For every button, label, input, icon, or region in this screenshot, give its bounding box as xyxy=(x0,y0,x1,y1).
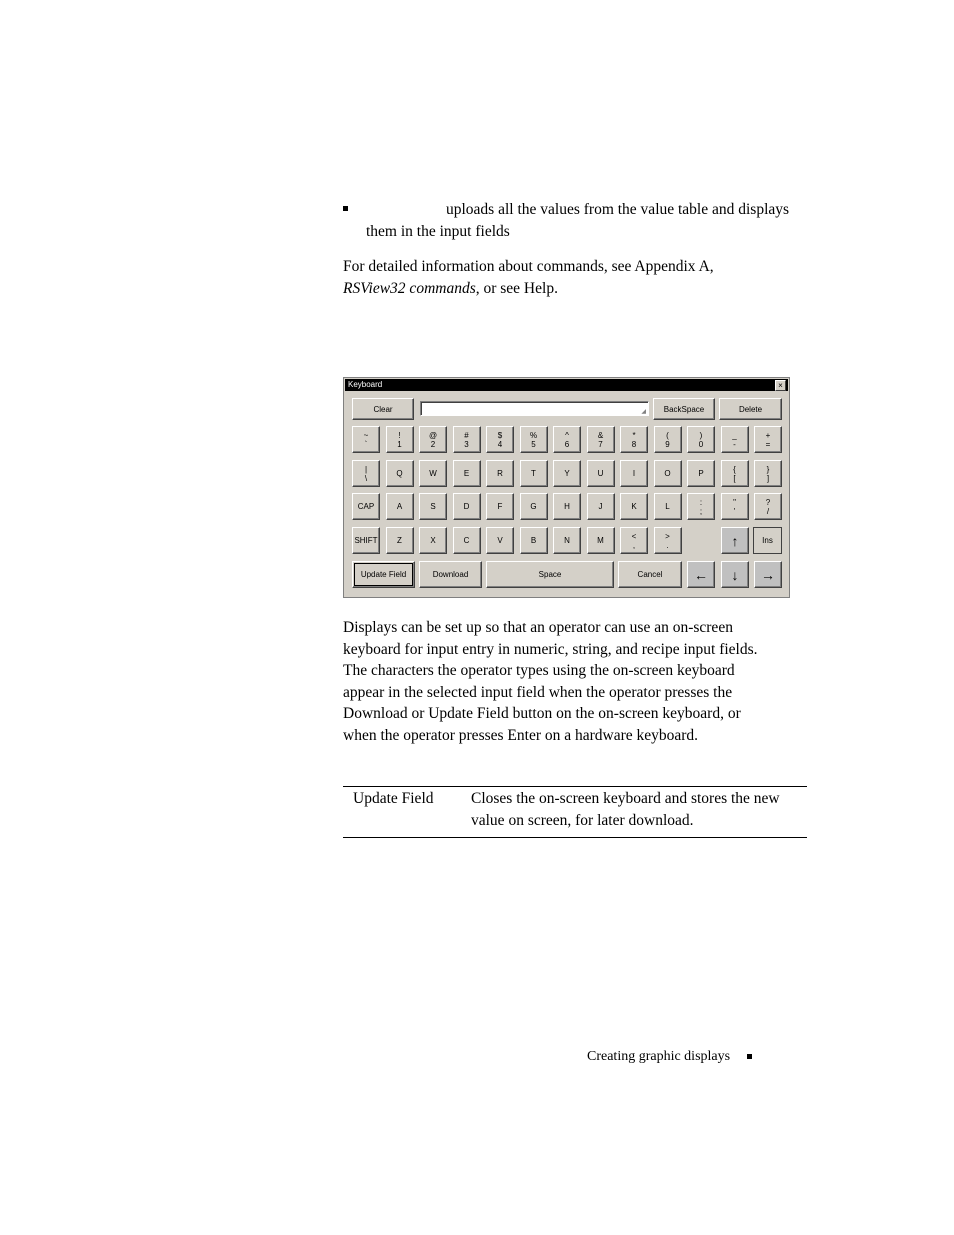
body-line: appear in the selected input field when the operator presses the xyxy=(343,683,733,701)
key-label: P xyxy=(698,469,704,478)
key-label: 4 xyxy=(497,439,503,449)
key-label: R xyxy=(497,469,503,478)
update-field-button[interactable] xyxy=(352,561,415,588)
key[interactable] xyxy=(587,493,615,520)
key[interactable] xyxy=(587,460,615,487)
right-arrow-button[interactable] xyxy=(754,561,782,588)
clear-label: Clear xyxy=(373,404,393,414)
key[interactable] xyxy=(553,426,581,453)
cancel-button[interactable] xyxy=(618,561,682,588)
key-label: E xyxy=(463,469,470,478)
key-shift-label: { xyxy=(733,464,736,474)
key-label: 2 xyxy=(430,439,436,449)
space-label: Space xyxy=(538,570,562,579)
key-shift-label: : xyxy=(699,497,703,507)
ins-button[interactable] xyxy=(753,527,782,554)
key-shift-label: * xyxy=(632,430,636,440)
key-shift-label: ~ xyxy=(363,430,369,440)
key[interactable] xyxy=(386,493,414,520)
key[interactable] xyxy=(754,460,782,487)
key[interactable] xyxy=(553,493,581,520)
intro-text2: , or see Help. xyxy=(475,279,558,297)
key-shift-label: | xyxy=(364,464,368,474)
key-shift-label: > xyxy=(665,531,670,541)
key-label: 8 xyxy=(631,439,637,449)
key-shift-label: $ xyxy=(497,430,503,440)
table-desc-line: Closes the on-screen keyboard and stores the new xyxy=(471,790,780,807)
backspace-label: BackSpace xyxy=(663,404,705,414)
key[interactable] xyxy=(520,426,548,453)
download-button[interactable] xyxy=(419,561,482,588)
key-shift-label: } xyxy=(766,464,770,474)
key[interactable] xyxy=(419,493,447,520)
key[interactable] xyxy=(687,493,715,520)
key-label: ; xyxy=(699,506,703,516)
body-line: Download or Update Field button on the on-screen keyboard, or xyxy=(343,705,741,723)
key-label: - xyxy=(733,439,736,449)
key[interactable] xyxy=(419,426,447,453)
key-shift-label: ? xyxy=(765,497,771,507)
key[interactable] xyxy=(654,426,682,453)
body-paragraph xyxy=(343,617,813,747)
key-shift-label: & xyxy=(597,430,604,440)
key-label: [ xyxy=(733,473,736,483)
key[interactable] xyxy=(620,460,648,487)
resize-grip-icon: ◢ xyxy=(641,409,646,415)
key[interactable] xyxy=(486,460,514,487)
key[interactable] xyxy=(587,426,615,453)
up-arrow-icon: ↑ xyxy=(731,532,739,549)
delete-button[interactable] xyxy=(719,398,782,420)
key[interactable] xyxy=(520,460,548,487)
table-top-rule xyxy=(343,786,807,787)
key-label: F xyxy=(497,502,503,511)
key[interactable] xyxy=(352,527,380,554)
key[interactable] xyxy=(419,527,447,554)
key[interactable] xyxy=(520,493,548,520)
body-line: The characters the operator types using the on-screen keyboard xyxy=(343,662,735,680)
close-icon[interactable]: × xyxy=(775,380,786,391)
key-label: SHIFT xyxy=(354,536,378,545)
key-label: 1 xyxy=(397,439,402,449)
update-field-label: Update Field xyxy=(360,570,407,579)
key-shift-label: # xyxy=(464,430,469,440)
key[interactable] xyxy=(687,460,715,487)
key[interactable] xyxy=(486,527,514,554)
key[interactable] xyxy=(453,527,481,554)
key[interactable] xyxy=(620,527,648,554)
key-label: 6 xyxy=(564,439,570,449)
body-line: when the operator presses Enter on a hardware keyboard. xyxy=(343,726,699,744)
delete-label: Delete xyxy=(738,404,763,414)
left-arrow-icon: ← xyxy=(694,566,708,583)
key-shift-label: @ xyxy=(428,430,438,440)
key-label: ] xyxy=(766,473,770,483)
key[interactable] xyxy=(453,493,481,520)
key-label: X xyxy=(430,536,436,545)
key-label: , xyxy=(632,540,636,550)
key[interactable] xyxy=(620,493,648,520)
key-label: V xyxy=(497,536,503,545)
key-label: ` xyxy=(364,439,368,449)
key-label: I xyxy=(632,469,636,478)
bullet-marker xyxy=(343,206,348,211)
key-label: A xyxy=(396,502,403,511)
ins-label: Ins xyxy=(762,536,773,545)
key[interactable] xyxy=(352,493,380,520)
table-description xyxy=(471,788,807,831)
down-arrow-icon: ↓ xyxy=(731,566,739,583)
down-arrow-button[interactable] xyxy=(721,561,749,588)
key-shift-label: ) xyxy=(699,430,703,440)
key-label: Y xyxy=(564,469,570,478)
key-label: N xyxy=(564,536,570,545)
key-label: CAP xyxy=(357,502,375,511)
bullet-item xyxy=(366,199,816,242)
key[interactable] xyxy=(453,426,481,453)
table-term: Update Field xyxy=(353,790,434,807)
key-label: 5 xyxy=(531,439,536,449)
key-label: G xyxy=(530,502,537,511)
key-shift-label: < xyxy=(631,531,637,541)
key[interactable] xyxy=(352,426,380,453)
keyboard-input-field[interactable] xyxy=(420,401,649,416)
table-bottom-rule xyxy=(343,837,807,838)
bullet-line1: uploads all the values from the value table and displays xyxy=(446,201,790,218)
keyboard-window xyxy=(343,377,790,598)
intro-paragraph xyxy=(343,256,813,299)
key[interactable] xyxy=(386,460,414,487)
key[interactable] xyxy=(419,460,447,487)
key[interactable] xyxy=(453,460,481,487)
intro-text1: For detailed information about commands, see Appendix A, xyxy=(343,258,714,275)
download-label: Download xyxy=(432,570,469,579)
key-label: O xyxy=(664,469,671,478)
up-arrow-button[interactable] xyxy=(721,527,749,554)
key-shift-label: % xyxy=(529,430,538,440)
key-label: U xyxy=(597,469,604,478)
key[interactable] xyxy=(553,527,581,554)
key[interactable] xyxy=(721,460,749,487)
key[interactable] xyxy=(754,426,782,453)
key-label: S xyxy=(430,502,436,511)
key-label: / xyxy=(766,506,770,516)
key[interactable] xyxy=(721,493,749,520)
key-shift-label: " xyxy=(733,497,736,507)
key-label: = xyxy=(765,439,771,449)
space-button[interactable] xyxy=(486,561,614,588)
key-label: \ xyxy=(364,473,368,483)
key-label: 0 xyxy=(698,439,704,449)
key-label: C xyxy=(463,536,470,545)
key[interactable] xyxy=(486,493,514,520)
key[interactable] xyxy=(386,527,414,554)
key[interactable] xyxy=(386,426,414,453)
key-shift-label: ( xyxy=(666,430,669,440)
key-label: M xyxy=(597,536,604,545)
key-label: 3 xyxy=(464,439,469,449)
key-label: H xyxy=(564,502,570,511)
key[interactable] xyxy=(654,493,682,520)
key[interactable] xyxy=(654,527,682,554)
keyboard-title: Keyboard xyxy=(348,380,383,389)
key[interactable] xyxy=(486,426,514,453)
key-label: W xyxy=(429,469,437,478)
key-label: B xyxy=(530,536,537,545)
key-shift-label: ^ xyxy=(565,430,569,440)
key-label: J xyxy=(598,502,603,511)
key[interactable] xyxy=(754,493,782,520)
keyboard-title-bar xyxy=(345,379,788,391)
backspace-button[interactable] xyxy=(653,398,715,420)
intro-italic: RSView32 commands xyxy=(343,279,476,297)
key[interactable] xyxy=(721,426,749,453)
key-shift-label: ! xyxy=(398,430,401,440)
key-label: . xyxy=(666,540,669,550)
key[interactable] xyxy=(687,426,715,453)
footer-marker xyxy=(747,1054,752,1059)
key[interactable] xyxy=(654,460,682,487)
key[interactable] xyxy=(620,426,648,453)
table-desc-line: value on screen, for later download. xyxy=(471,811,694,829)
key-label: K xyxy=(631,502,637,511)
bullet-line2: them in the input fields xyxy=(366,222,510,240)
key[interactable] xyxy=(352,460,380,487)
key-label: ' xyxy=(733,506,736,516)
body-line: Displays can be set up so that an operator can use an on-screen xyxy=(343,619,733,636)
key-label: L xyxy=(665,502,670,511)
page-footer: Creating graphic displays xyxy=(587,1049,731,1064)
key-label: Q xyxy=(396,469,403,478)
key-label: 9 xyxy=(665,439,670,449)
cancel-label: Cancel xyxy=(637,570,663,579)
key[interactable] xyxy=(520,527,548,554)
key-label: D xyxy=(463,502,470,511)
key-shift-label: + xyxy=(765,430,771,440)
right-arrow-icon: → xyxy=(761,566,775,583)
body-line: keyboard for input entry in numeric, string, and recipe input fields. xyxy=(343,640,758,658)
key[interactable] xyxy=(553,460,581,487)
key[interactable] xyxy=(587,527,615,554)
left-arrow-button[interactable] xyxy=(687,561,715,588)
key-label: Z xyxy=(397,536,402,545)
key-label: 7 xyxy=(598,439,603,449)
key-shift-label: _ xyxy=(732,430,737,440)
clear-button[interactable] xyxy=(352,398,414,420)
key-label: T xyxy=(531,469,536,478)
